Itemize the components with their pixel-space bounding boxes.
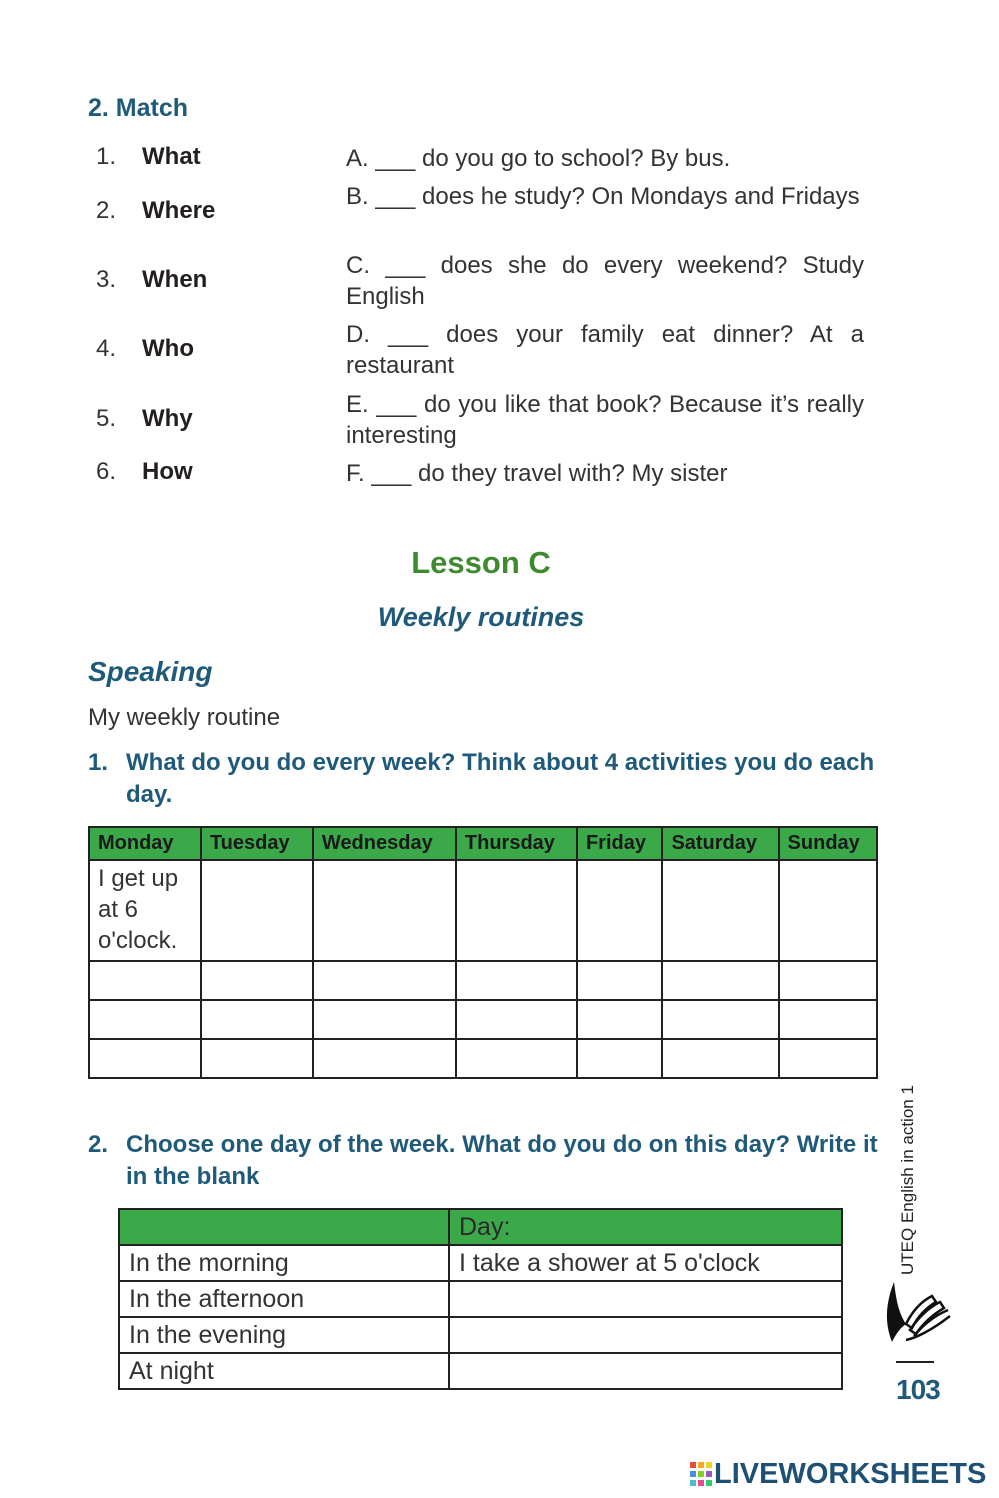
table-cell[interactable] — [201, 1039, 313, 1078]
table-row — [119, 1245, 842, 1281]
table-cell[interactable] — [201, 961, 313, 1000]
question-number: 1. — [88, 749, 109, 776]
match-word: When — [142, 266, 208, 293]
table-row — [89, 860, 877, 961]
match-sentence: B. ___ does he study? On Mondays and Fridays — [346, 183, 860, 210]
table-header-cell: Thursday — [456, 827, 577, 860]
table-header-cell: Friday — [577, 827, 662, 860]
table-cell[interactable] — [313, 1039, 456, 1078]
table-cell[interactable] — [662, 1039, 778, 1078]
speaking-intro: My weekly routine — [88, 704, 281, 731]
table-row — [119, 1317, 842, 1353]
table-header-row — [119, 1209, 842, 1245]
match-number: 3. — [96, 266, 117, 293]
table-row — [89, 1039, 877, 1078]
match-word: How — [142, 458, 193, 485]
table-header-cell: Saturday — [662, 827, 778, 860]
match-row — [88, 458, 868, 492]
table-cell: In the evening — [119, 1317, 449, 1353]
table-cell[interactable] — [89, 1039, 201, 1078]
match-sentence: A. ___ do you go to school? By bus. — [346, 145, 731, 172]
match-sentence: F. ___ do they travel with? My sister — [346, 460, 728, 487]
table-row — [119, 1281, 842, 1317]
table-cell[interactable] — [779, 860, 877, 961]
table-header-cell: Wednesday — [313, 827, 456, 860]
table-row — [89, 1000, 877, 1039]
table-cell[interactable] — [456, 860, 577, 961]
speaking-heading: Speaking — [88, 656, 213, 687]
table-header-cell: Day: — [449, 1209, 842, 1245]
table-cell[interactable] — [313, 961, 456, 1000]
table-cell[interactable] — [779, 961, 877, 1000]
match-number: 1. — [96, 143, 117, 170]
match-row — [88, 181, 868, 245]
table-cell[interactable] — [456, 1000, 577, 1039]
table-cell[interactable] — [449, 1317, 842, 1353]
match-number: 5. — [96, 405, 117, 432]
match-word: Where — [142, 197, 216, 224]
table-cell[interactable] — [89, 1000, 201, 1039]
lesson-subtitle: Weekly routines — [377, 602, 585, 632]
question-text: What do you do every week? Think about 4 activities you do each day. — [126, 749, 875, 808]
table-cell[interactable] — [313, 1000, 456, 1039]
table-cell[interactable]: I get up at 6 o'clock. — [89, 860, 201, 961]
table-cell[interactable] — [449, 1353, 842, 1389]
page-divider — [896, 1361, 934, 1363]
question-2 — [88, 1129, 878, 1195]
table-cell[interactable] — [662, 961, 778, 1000]
table-row — [119, 1353, 842, 1389]
table-cell[interactable] — [313, 860, 456, 961]
table-cell: At night — [119, 1353, 449, 1389]
match-sentence: D. ___ does your family eat dinner? At a restaurant — [346, 321, 864, 379]
book-series-title: UTEQ English in action 1 — [898, 1085, 917, 1275]
table-cell[interactable] — [456, 961, 577, 1000]
match-sentence: E. ___ do you like that book? Because it’s really interesting — [346, 391, 864, 449]
table-cell[interactable] — [201, 1000, 313, 1039]
table-cell[interactable] — [779, 1039, 877, 1078]
liveworksheets-logo-icon — [690, 1462, 712, 1486]
match-title: 2. Match — [88, 94, 189, 122]
table-header-cell: Sunday — [779, 827, 877, 860]
match-sentence: C. ___ does she do every weekend? Study English — [346, 252, 864, 310]
question-number: 2. — [88, 1131, 109, 1158]
table-cell[interactable] — [456, 1039, 577, 1078]
open-book-icon — [876, 1272, 956, 1352]
table-row — [89, 961, 877, 1000]
page-number: 103 — [896, 1374, 940, 1405]
table-cell[interactable]: I take a shower at 5 o'clock — [449, 1245, 842, 1281]
match-number: 2. — [96, 197, 117, 224]
match-word: Who — [142, 335, 194, 362]
match-number: 4. — [96, 335, 117, 362]
table-cell[interactable] — [577, 961, 662, 1000]
table-cell[interactable] — [89, 961, 201, 1000]
liveworksheets-wordmark: LIVEWORKSHEETS — [714, 1458, 987, 1490]
match-word: What — [142, 143, 201, 170]
weekly-routine-table — [88, 826, 878, 1079]
table-cell[interactable] — [577, 1039, 662, 1078]
lesson-title: Lesson C — [411, 545, 551, 580]
match-number: 6. — [96, 458, 117, 485]
daily-routine-table — [118, 1208, 843, 1390]
table-cell[interactable] — [577, 1000, 662, 1039]
table-cell[interactable] — [779, 1000, 877, 1039]
table-header-cell: Tuesday — [201, 827, 313, 860]
match-row — [88, 143, 868, 177]
question-text: Choose one day of the week. What do you do on this day? Write it in the blank — [126, 1131, 878, 1190]
table-cell[interactable] — [662, 1000, 778, 1039]
question-1 — [88, 747, 878, 813]
table-cell[interactable] — [449, 1281, 842, 1317]
table-header-row — [89, 827, 877, 860]
table-cell[interactable] — [662, 860, 778, 961]
match-row — [88, 389, 868, 453]
match-word: Why — [142, 405, 193, 432]
table-header-cell — [119, 1209, 449, 1245]
match-row — [88, 319, 868, 383]
table-cell[interactable] — [577, 860, 662, 961]
table-header-cell: Monday — [89, 827, 201, 860]
match-row — [88, 250, 868, 314]
table-cell: In the afternoon — [119, 1281, 449, 1317]
table-cell: In the morning — [119, 1245, 449, 1281]
table-cell[interactable] — [201, 860, 313, 961]
